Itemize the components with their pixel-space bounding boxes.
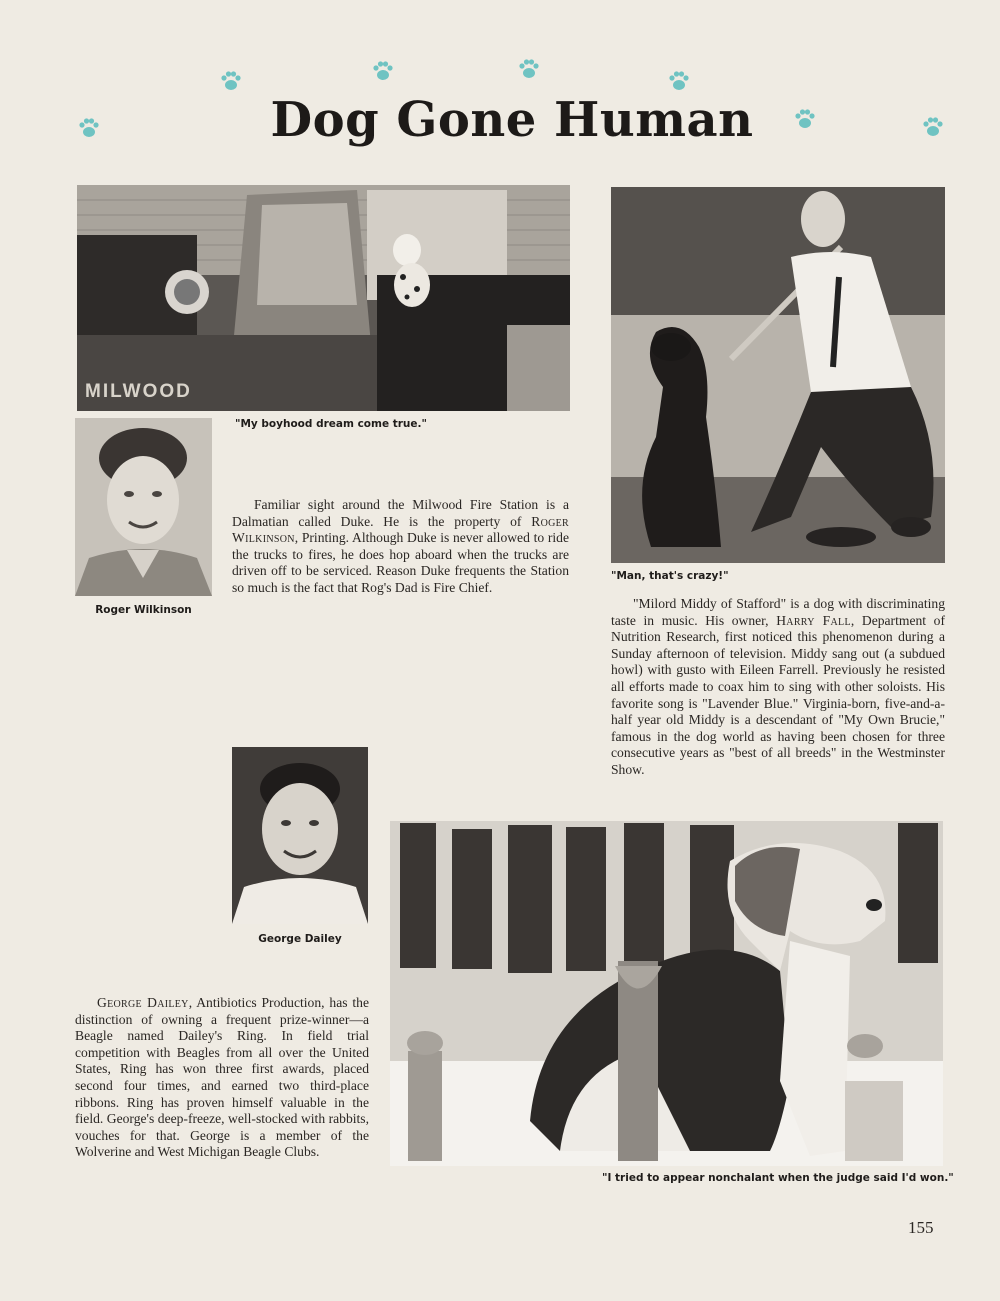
page-number: 155 [908,1218,934,1237]
story-ring-text: , Antibiotics Production, has the distinction of owning a frequent prize-winner—a Beagle named Dailey's Ring. In field trial competition with Beagles from all over the United States, Ring has won three first awards, placed second four times, and earned two third-place ribbons. Ring has proven himself valuable in the field. George's deep-freeze, well-stocked with rabbits, vouches for that. George is a member of the Wolverine and West Michigan Beagle Clubs. [75,995,369,1160]
page-title: Dog Gone Human [270,92,754,148]
caption-roger-wilkinson: Roger Wilkinson [95,604,192,616]
story-ring [75,995,369,1161]
story-middy-text-1: "Milord Middy of Stafford" is a dog with discriminating taste in music. His owner, [611,596,945,628]
paw-print-icon [666,68,692,94]
caption-middy: "Man, that's crazy!" [611,570,729,582]
beagle-trophies-photo [390,821,943,1166]
portrait-george-dailey [232,747,368,924]
owner-name-dailey: George Dailey [97,995,189,1010]
story-middy-text-2: , Department of Nutrition Research, first noticed this phenomenon during a Sunday afternoon of television. Middy sang out (a subdued howl) with gusto with Eileen Farrell. Previously he resisted all efforts made to coax him to sing with other soloists. His favorite song is "Lavender Blue." Virginia-born, five-and-a-half year old Middy is a descendant of "My Own Brucie," famous in the dog world as having been chosen for three consecutive years as "best of all breeds" in the Westminster Show. [611,612,945,777]
paw-print-icon [218,68,244,94]
paw-print-icon [516,56,542,82]
caption-george-dailey: George Dailey [258,933,342,945]
paw-print-icon [370,58,396,84]
story-duke [232,497,569,597]
story-duke-text-2: , Printing. Although Duke is never allowed to ride the trucks to fires, he does hop aboard when the trucks are driven off to be serviced. Reason Duke frequents the Station so much is the fact that Rog's Dad is Fire Chief. [232,530,569,595]
fire-station-photo [77,185,570,411]
owner-name-wilkinson: Roger Wilkinson [232,513,569,546]
portrait-roger-wilkinson [75,418,212,596]
truck-lettering: MILWOOD [85,381,192,402]
caption-fire-station: "My boyhood dream come true." [235,418,427,430]
story-middy [611,596,945,779]
caption-beagle: "I tried to appear nonchalant when the judge said I'd won." [602,1172,954,1184]
owner-name-fall: Harry Fall [776,612,851,628]
story-duke-text-1: Familiar sight around the Milwood Fire Station is a Dalmatian called Duke. He is the property of [232,497,569,529]
middy-flute-photo [611,187,945,563]
